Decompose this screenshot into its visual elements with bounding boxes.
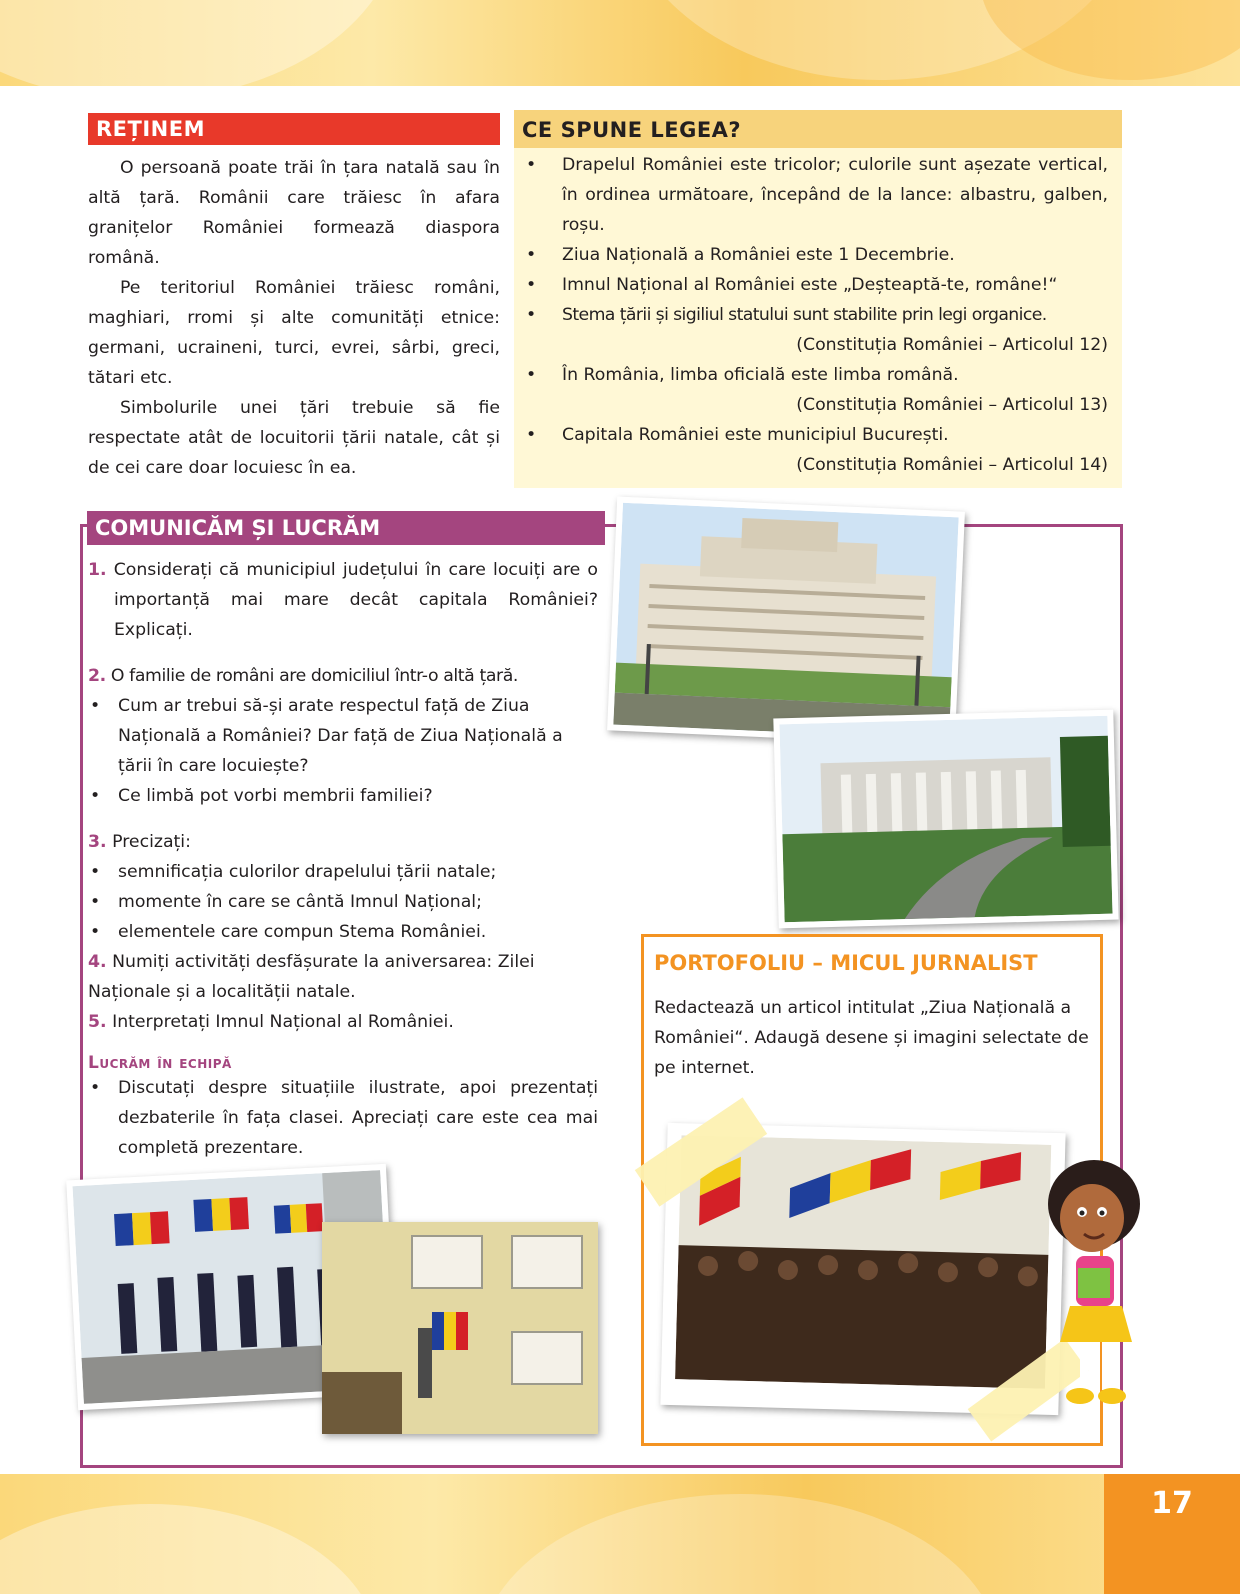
- communicate-questions: [88, 555, 608, 1163]
- law-section: [514, 110, 1122, 488]
- bullet-icon: •: [90, 892, 101, 912]
- page-number: 17: [1104, 1474, 1240, 1594]
- law-citation: (Constituția României – Articolul 14): [796, 455, 1108, 475]
- team-work-title: Lucrăm în echipă: [88, 1053, 232, 1073]
- bullet-icon: •: [526, 365, 537, 385]
- law-item: • În România, limba oficială este limba română.: [526, 360, 1108, 390]
- list-item: • Cum ar trebui să-și arate respectul față de Ziua Națională a României? Dar față de Ziua Națională a țării în care locuiește?: [88, 691, 588, 781]
- law-item: • Drapelul României este tricolor; culorile sunt așezate vertical, în ordinea următoare, începând de la lance: albastru, galben, roșu.: [526, 150, 1108, 240]
- question-number: 3.: [88, 832, 107, 852]
- bottom-decorative-banner: [0, 1474, 1240, 1594]
- law-title: CE SPUNE LEGEA?: [514, 110, 1122, 148]
- question-5: 5. Interpretați Imnul Național al României.: [88, 1012, 454, 1032]
- law-item: • Ziua Națională a României este 1 Decembrie.: [526, 240, 1108, 270]
- bullet-icon: •: [90, 786, 101, 806]
- list-item: • Discutați despre situațiile ilustrate, apoi prezentați dezbaterile în fața clasei. Apreciați care este cea mai completă prezentare.: [88, 1073, 598, 1163]
- building-flag-photo: [322, 1222, 598, 1434]
- bullet-icon: •: [526, 275, 537, 295]
- list-item: • momente în care se cântă Imnul Național;: [88, 887, 608, 917]
- question-4: 4. Numiți activități desfășurate la aniversarea: Zilei Naționale și a localității natale.: [88, 952, 535, 1002]
- bullet-icon: •: [526, 245, 537, 265]
- question-3: 3. Precizați:: [88, 832, 191, 852]
- retinem-paragraph: Simbolurile unei țări trebuie să fie respectate atât de locuitorii țării natale, cât și de cei care doar locuiesc în ea.: [88, 398, 500, 478]
- bullet-icon: •: [526, 305, 537, 325]
- parliament-palace-photo: [607, 497, 965, 746]
- bullet-icon: •: [90, 696, 101, 716]
- question-2: 2. O familie de români are domiciliul într-o altă țară.: [88, 666, 519, 686]
- bullet-icon: •: [90, 862, 101, 882]
- portfolio-text: Redactează un articol intitulat „Ziua Națională a României“. Adaugă desene și imagini selectate de pe internet.: [654, 998, 1089, 1078]
- law-citation: (Constituția României – Articolul 12): [796, 335, 1108, 355]
- question-1: 1. Considerați că municipiul județului în care locuiți are o importanță mai mare decât capitala României? Explicați.: [88, 560, 598, 640]
- list-item: • elementele care compun Stema României.: [88, 917, 608, 947]
- bullet-icon: •: [90, 922, 101, 942]
- law-citation: (Constituția României – Articolul 13): [796, 395, 1108, 415]
- question-number: 4.: [88, 952, 107, 972]
- question-number: 5.: [88, 1012, 107, 1032]
- law-item: • Imnul Național al României este „Deșteaptă-te, române!“: [526, 270, 1108, 300]
- union-crowd-photo: [660, 1123, 1065, 1415]
- law-item: • Capitala României este municipiul București.: [526, 420, 1108, 450]
- question-number: 2.: [88, 666, 106, 686]
- question-number: 1.: [88, 560, 107, 580]
- top-decorative-banner: [0, 0, 1240, 86]
- government-building-photo: [773, 710, 1118, 929]
- law-list: [514, 148, 1122, 480]
- bullet-icon: •: [526, 155, 537, 175]
- retinem-title: REȚINEM: [88, 113, 500, 145]
- retinem-section: [88, 113, 500, 483]
- retinem-paragraph: O persoană poate trăi în țara natală sau în altă țară. Românii care trăiesc în afara granițelor României formează diaspora română.: [88, 158, 500, 268]
- list-item: • semnificația culorilor drapelului țării natale;: [88, 857, 608, 887]
- girl-character-illustration: [1040, 1156, 1152, 1420]
- portfolio-title: PORTOFOLIU – MICUL JURNALIST: [654, 951, 1038, 975]
- bullet-icon: •: [90, 1078, 101, 1098]
- law-item: • Stema țării și sigiliul statului sunt stabilite prin legi organice.: [526, 300, 1108, 330]
- bullet-icon: •: [526, 425, 537, 445]
- communicate-title: COMUNICĂM ȘI LUCRĂM: [87, 511, 605, 545]
- list-item: • Ce limbă pot vorbi membrii familiei?: [88, 781, 608, 811]
- retinem-paragraph: Pe teritoriul României trăiesc români, maghiari, rromi și alte comunități etnice: germani, ucraineni, turci, evrei, sârbi, greci, tătari etc.: [88, 278, 500, 388]
